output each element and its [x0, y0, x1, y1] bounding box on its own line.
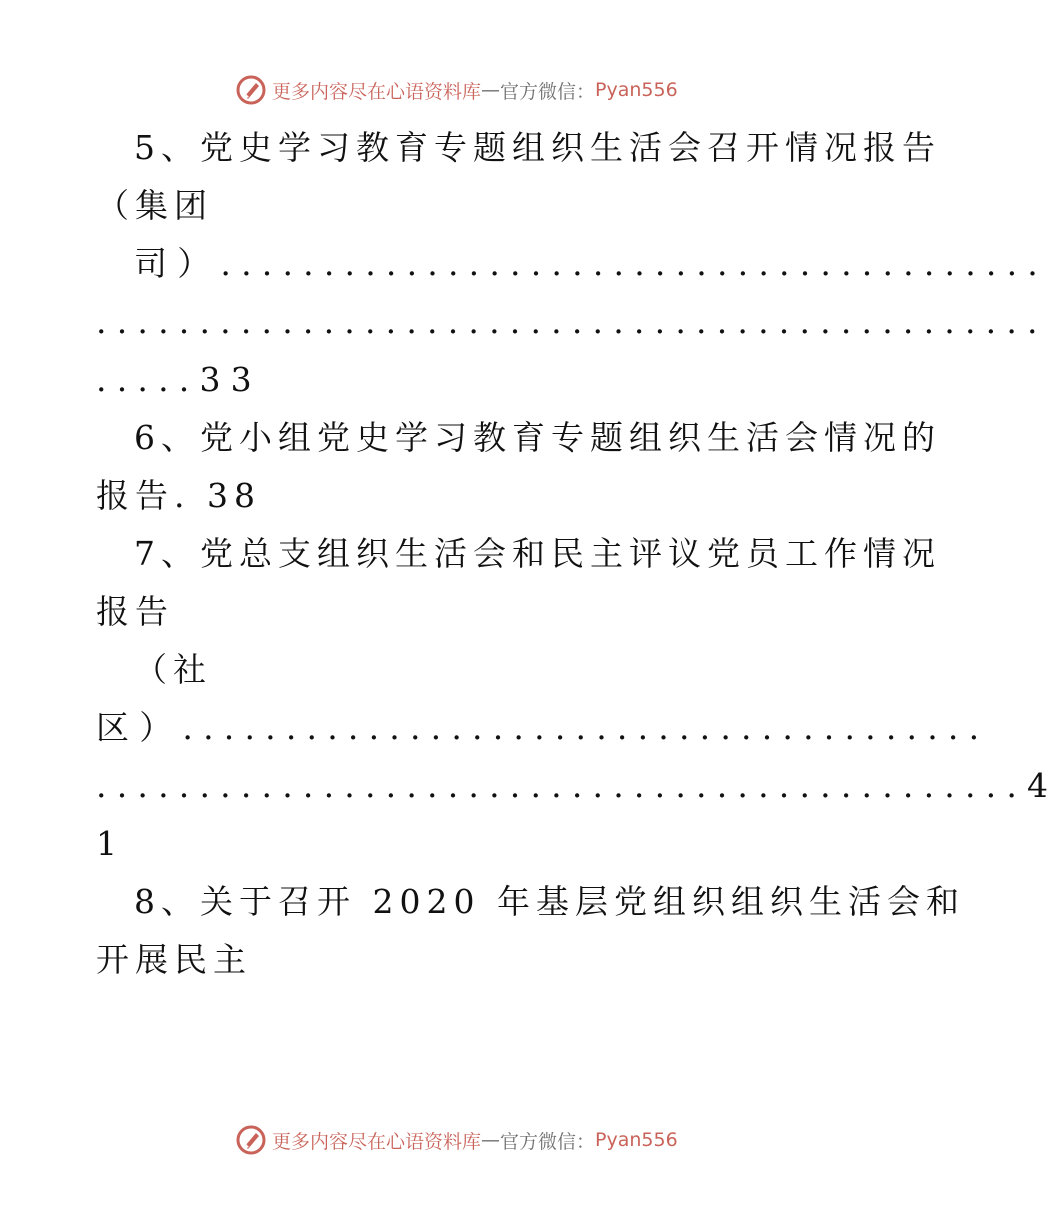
toc-item-5-line-5: .....33	[96, 360, 262, 399]
toc-item-5-line-3: 司）........................................	[134, 244, 1048, 283]
toc-item-7-line-1: 7、党总支组织生活会和民主评议党员工作情况	[134, 534, 941, 573]
banner-main-text: 更多内容尽在心语资料库	[272, 80, 482, 103]
banner-label: 官方微信：	[500, 80, 596, 103]
banner-dash: —	[481, 1129, 501, 1151]
toc-item-6-line-1: 6、党小组党史学习教育专题组织生活会情况的	[134, 418, 941, 457]
toc-item-8-line-1: 8、关于召开 2020 年基层党组织组织生活会和	[134, 882, 965, 921]
toc-item-7-line-2: 报告	[96, 592, 174, 631]
banner-label: 官方微信：	[500, 1130, 596, 1153]
toc-item-7-line-6: 1	[96, 824, 123, 863]
toc-item-5-line-2: （集团	[96, 186, 213, 225]
banner-handle: Pyan556	[595, 1129, 678, 1151]
toc-item-5-line-1: 5、党史学习教育专题组织生活会召开情况报告	[134, 128, 941, 167]
toc-item-7-line-5: .............................................4	[96, 766, 1058, 805]
banner-handle: Pyan556	[595, 79, 678, 101]
toc-item-5-line-4: ..............................................	[96, 302, 1048, 341]
pen-circle-logo-icon	[236, 75, 266, 105]
toc-item-8-line-2: 开展民主	[96, 940, 252, 979]
pen-circle-logo-icon	[236, 1125, 266, 1155]
banner-dash: —	[481, 79, 501, 101]
header-watermark-banner	[236, 72, 716, 108]
toc-item-7-line-3: （社	[134, 650, 212, 689]
toc-item-7-line-4: 区）.......................................	[96, 708, 990, 747]
footer-watermark-banner	[236, 1122, 716, 1158]
toc-item-6-line-2: 报告. 38	[96, 476, 261, 515]
banner-main-text: 更多内容尽在心语资料库	[272, 1130, 482, 1153]
